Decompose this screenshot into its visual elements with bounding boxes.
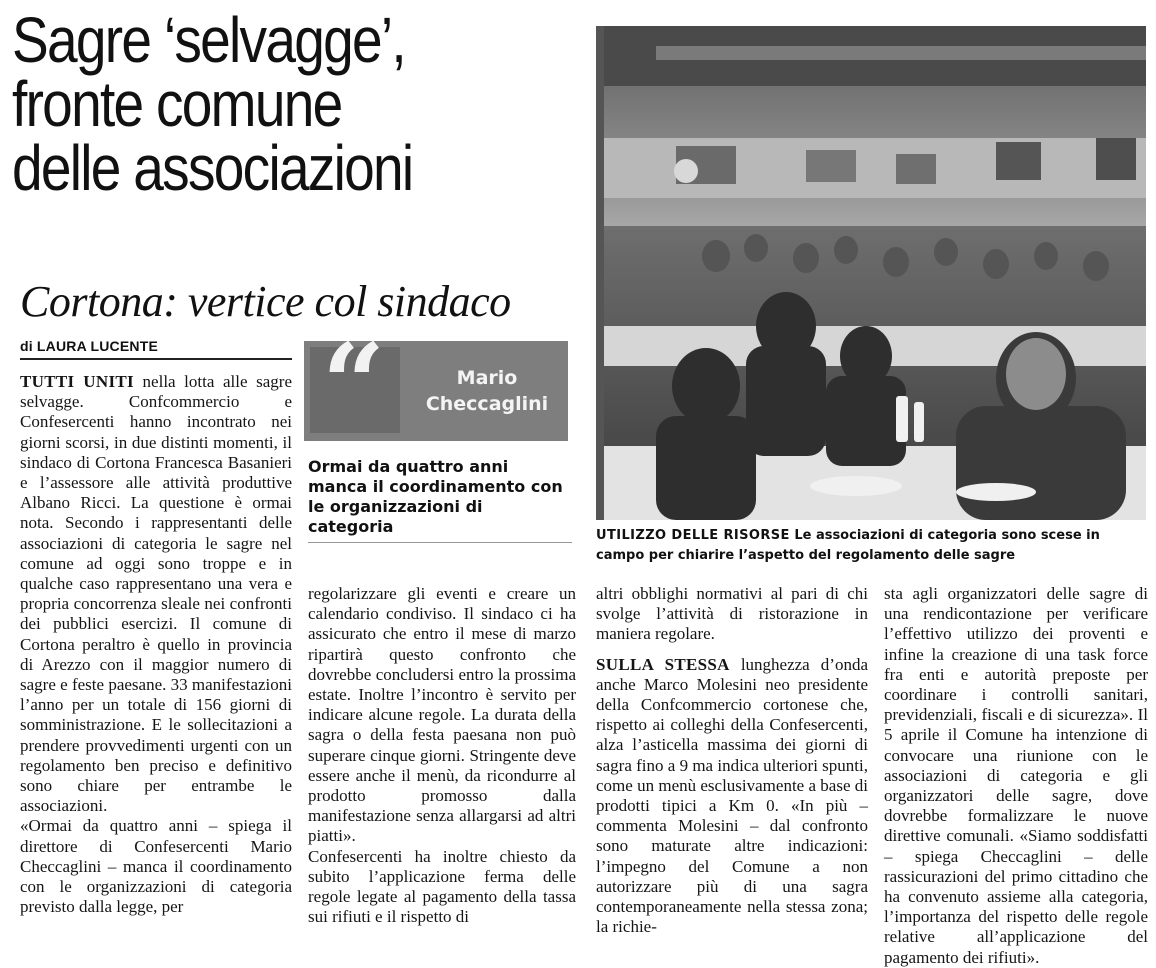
article-photo	[596, 26, 1146, 520]
quote-author-last-name: Checcaglini	[425, 393, 549, 415]
pull-quote-text: Ormai da quattro anni manca il coordinamento con le organizzazioni di categoria	[308, 457, 563, 536]
article-column-2	[308, 584, 576, 927]
byline-rule	[20, 358, 292, 360]
column-2-paragraph-2: Confesercenti ha inoltre chiesto da subito l’applicazione ferma delle regole legate al pagamento della tassa sui rifiuti e il rispetto di	[308, 846, 576, 927]
column-1-paragraph-2: «Ormai da quattro anni – spiega il direttore di Confesercenti Mario Checcaglini – manca il coordinamento con le organizzazioni di categoria previsto dalla legge, per	[20, 816, 292, 917]
article-column-3	[596, 584, 868, 937]
pull-quote-banner	[304, 319, 568, 448]
article-headline	[12, 4, 511, 204]
column-3-lead: SULLA STESSA	[596, 654, 730, 674]
article-column-4	[884, 584, 1148, 968]
photo-caption	[596, 526, 1152, 566]
quote-author	[412, 365, 562, 417]
photo-caption-text: Le associazioni di categoria sono scese in campo per chiarire l’aspetto del regolamento delle sagre	[596, 528, 1100, 563]
article-column-1	[20, 372, 292, 917]
quote-mark-icon	[310, 319, 400, 448]
column-4-paragraph-1: sta agli organizzatori delle sagre di una rendicontazione per verificare l’effettivo utilizzo dei proventi e infine la creazione di una task force fra enti e autorità preposte per coordinare i controlli sanitari, previdenziali, fiscali e di sicurezza». Il 5 aprile il Comune ha intenzione di convocare una riunione con le associazioni di categoria e gli organizzatori delle sagre, dove dovrebbe formalizzare le nuove direttive comunali. «Siamo soddisfatti – spiega Checcaglini – delle rassicurazioni del primo cittadino che ha convenuto assieme alla categoria, l’importanza del rispetto delle regole relative all’applicazione del pagamento dei rifiuti».	[884, 584, 1148, 967]
headline-line-3: delle associazioni	[12, 132, 413, 204]
column-1-paragraph-1: nella lotta alle sagre selvagge. Confcommercio e Confesercenti hanno incontrato nei giorni scorsi, in due distinti momenti, il sindaco di Cortona Francesca Basanieri e l’assessore alle attività produttive Albano Ricci. La questione è ormai nota. Secondo i rappresentanti delle associazioni di categoria le sagre nel comune ad oggi sono troppe e in qualche caso rappresentano una vera e propria concorrenza sleale nei confronti dei pubblici esercizi. Il comune di Cortona peraltro è quello in provincia di Arezzo con il maggior numero di sagre e feste paesane. 33 manifestazioni l’anno per un totale di 156 giorni di somministrazione. E le sollecitazioni a prendere provvedimenti urgenti con un regolamento ben preciso e definitivo sono chiare per entrambe le associazioni.	[20, 372, 292, 816]
quote-author-first-name: Mario	[456, 367, 518, 389]
photo-dining-hall-image	[596, 26, 1146, 520]
column-1-lead: TUTTI UNITI	[20, 372, 134, 391]
quote-mark-glyph: “	[322, 319, 386, 448]
column-3-paragraph-1: altri obblighi normativi al pari di chi svolge l’attività di ristorazione in maniera regolare.	[596, 584, 868, 644]
headline-line-1: Sagre ‘selvagge’,	[12, 4, 405, 76]
article-subtitle: Cortona: vertice col sindaco	[20, 277, 511, 326]
article-byline: di LAURA LUCENTE	[20, 338, 159, 354]
column-2-paragraph-1: regolarizzare gli eventi e creare un calendario condiviso. Il sindaco ci ha assicurato che entro il mese di marzo ripartirà questo confronto che dovrebbe concludersi entro la prossima estate. Inoltre l’incontro è servito per indicare alcune regole. La durata della sagra o della festa paesana non può superare cinque giorni. Stringente deve essere anche il menù, da ricondurre al prodotto promosso dalla manifestazione senza allargarsi ad altri piatti».	[308, 584, 576, 846]
pull-quote-rule	[308, 542, 572, 543]
column-3-paragraph-2: lunghezza d’onda anche Marco Molesini neo presidente della Confcommercio cortonese che, rispetto ai colleghi della Confesercenti, alza l’asticella massima dei giorni di sagra fino a 9 ma indica ulteriori spunti, come un menù esclusivamente a base di prodotti tipici a Km 0. «In più – commenta Molesini – dal confronto sono maturate altre indicazioni: l’impegno del Comune a non autorizzare più di una sagra contemporaneamente nella stessa zona; la richie-	[596, 654, 868, 937]
photo-caption-heading: UTILIZZO DELLE RISORSE	[596, 528, 790, 543]
headline-line-2: fronte comune	[12, 68, 342, 140]
